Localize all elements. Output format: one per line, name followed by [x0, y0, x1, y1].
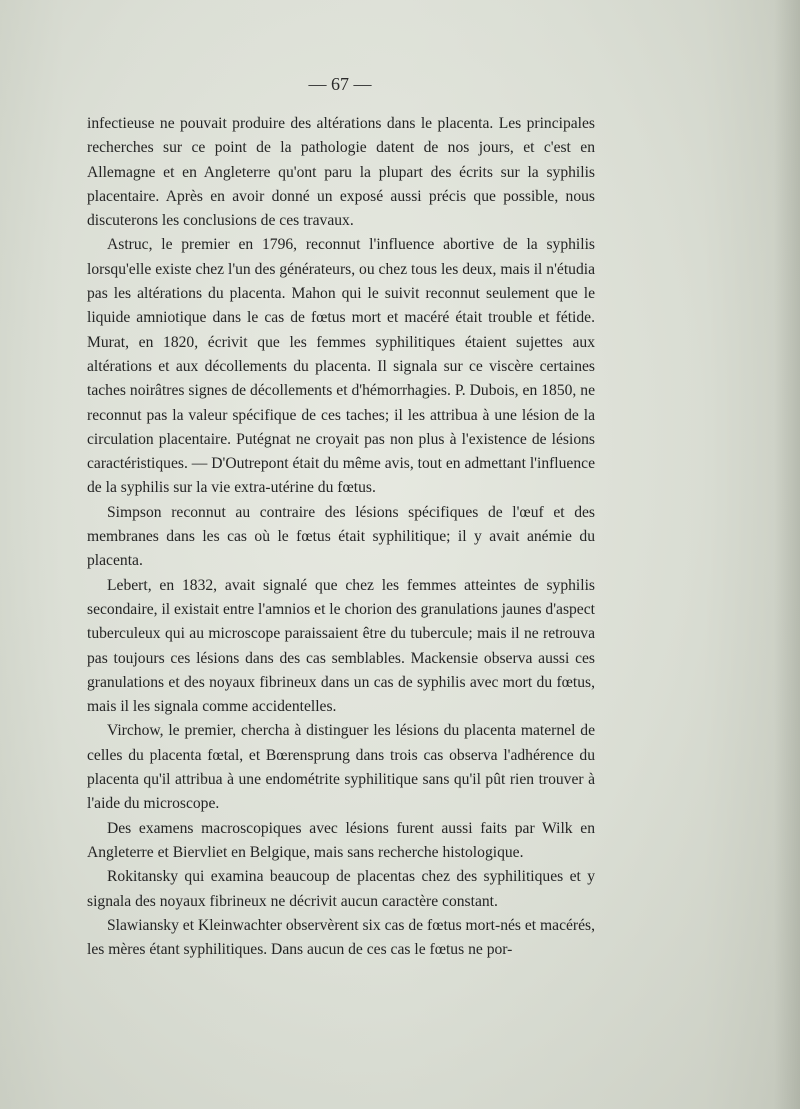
- paragraph-simpson: Simpson reconnut au contraire des lésions spécifiques de l'œuf et des membranes dans les cas où le fœtus était syphilitique; il y avait anémie du placenta.: [87, 503, 595, 570]
- paragraph-astruc: Astruc, le premier en 1796, reconnut l'influence abortive de la syphilis lorsqu'elle existe chez l'un des générateurs, ou chez tous les deux, mais il n'étudia pas les altérations du placenta. Mahon qui le suivit reconnut seulement que le liquide amniotique dans le cas de fœtus mort et macéré était trouble et fétide. Murat, en 1820, écrivit que les femmes syphilitiques étaient sujettes aux altérations et aux décollements du placenta. Il signala sur ce viscère certaines taches noirâtres signes de décollements et d'hémorrhagies. P. Dubois, en 1850, ne reconnut pas la valeur spécifique de ces taches; il les attribua à une lésion de la circulation placentaire. Putégnat ne croyait pas non plus à l'existence de lésions caractéristiques. — D'Outrepont était du même avis, tout en admettant l'influence de la syphilis sur la vie extra-utérine du fœtus.: [87, 236, 595, 497]
- paragraph-examens: Des examens macroscopiques avec lésions furent aussi faits par Wilk en Angleterre et Biervliet en Belgique, mais sans recherche histologique.: [87, 819, 595, 861]
- paragraph-rokitansky: Rokitansky qui examina beaucoup de placentas chez des syphilitiques et y signala des noyaux fibrineux ne décrivit aucun caractère constant.: [87, 868, 595, 910]
- page-number: — 67 —: [308, 74, 372, 94]
- paragraph-lebert: Lebert, en 1832, avait signalé que chez les femmes atteintes de syphilis secondaire, il existait entre l'amnios et le chorion des granulations jaunes d'aspect tuberculeux qui au microscope paraissaient être du tubercule; mais il ne retrouva pas toujours ces lésions dans des cas semblables. Mackensie observa aussi ces granulations et des noyaux fibrineux dans un cas de syphilis avec mort du fœtus, mais il les signala comme accidentelles.: [87, 576, 595, 716]
- paragraph-slawiansky: Slawiansky et Kleinwachter observèrent six cas de fœtus mort-nés et macérés, les mères étant syphilitiques. Dans aucun de ces cas le fœtus ne por-: [87, 916, 596, 959]
- paragraph-continuation: infectieuse ne pouvait produire des altérations dans le placenta. Les principales recherches sur ce point de la pathologie datent de nos jours, et c'est en Allemagne et en Angleterre qu'ont paru la plupart des écrits sur la syphilis placentaire. Après en avoir donné un exposé aussi précis que possible, nous discuterons les conclusions de ces travaux.: [87, 115, 595, 230]
- body-text: [87, 112, 595, 962]
- paragraph-virchow: Virchow, le premier, chercha à distinguer les lésions du placenta maternel de celles du placenta fœtal, et Bœrensprung dans trois cas observa l'adhérence du placenta qu'il attribua à une endométrite syphilitique sans qu'il pût rien trouver à l'aide du microscope.: [87, 722, 595, 813]
